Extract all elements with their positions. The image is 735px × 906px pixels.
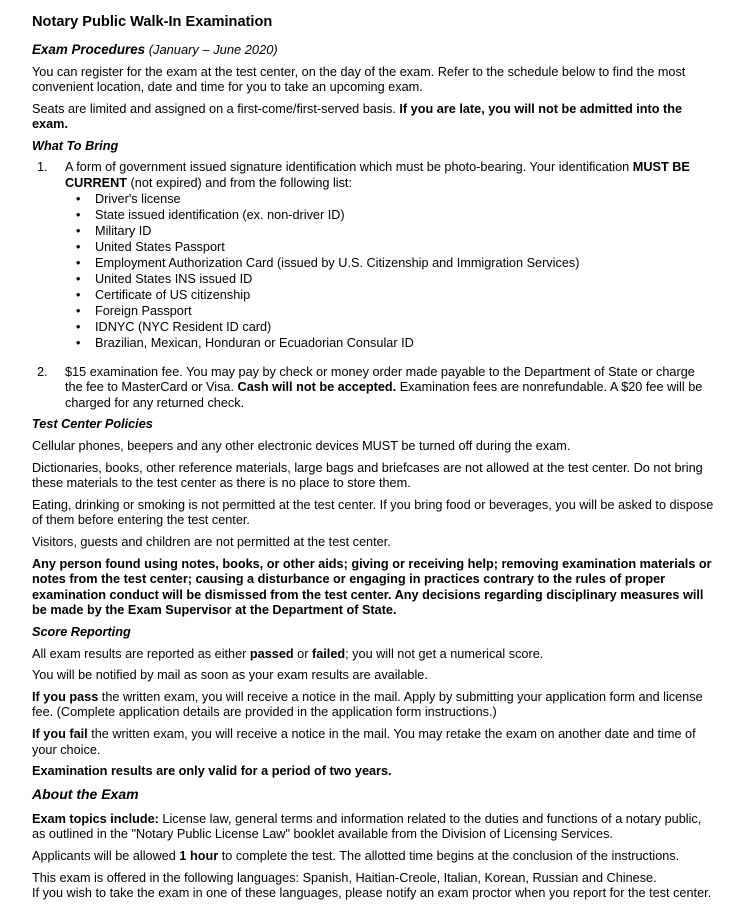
languages-line-2: If you wish to take the exam in one of these languages, please notify an exam proctor when you report for the test center. — [32, 886, 712, 901]
identification-item-text — [65, 160, 715, 191]
results-text-2: or — [293, 646, 312, 661]
id-option: Brazilian, Mexican, Honduran or Ecuadorian Consular ID — [95, 336, 414, 351]
must-be-current-text: MUST BE CURRENT — [65, 160, 690, 190]
results-text-3: ; you will not get a numerical score. — [345, 646, 544, 661]
bullet-icon: • — [76, 192, 81, 207]
list-item — [65, 223, 715, 239]
section-heading-score-reporting: Score Reporting — [32, 624, 131, 639]
bullet-icon: • — [76, 304, 81, 319]
seats-late-warning: If you are late, you will not be admitted into the exam. — [32, 101, 683, 131]
section-heading-about-the-exam: About the Exam — [32, 786, 139, 803]
one-hour-text: 1 hour — [179, 849, 219, 864]
document-body — [32, 13, 715, 902]
id-option: Driver's license — [95, 192, 181, 207]
list-marker-1: 1. — [37, 160, 48, 175]
paragraph-notified: You will be notified by mail as soon as your exam results are available. — [32, 668, 428, 683]
list-item — [65, 319, 715, 335]
fail-text: the written exam, you will receive a notice in the mail. You may retake the exam on another date and time of your choice. — [32, 727, 696, 757]
passed-text: passed — [249, 646, 294, 661]
identification-item-content — [65, 160, 715, 351]
paragraph-materials: Dictionaries, books, other reference materials, large bags and briefcases are not allowed at the test center. Do not bring these materials to the test center as there is no place to store them. — [32, 461, 703, 491]
section-heading-what-to-bring: What To Bring — [32, 138, 119, 153]
identification-text-2: (not expired) and from the following list: — [127, 175, 352, 190]
exam-procedures-period: (January – June 2020) — [145, 42, 278, 57]
bullet-icon: • — [76, 208, 81, 223]
id-option: Military ID — [95, 224, 152, 239]
list-item — [65, 191, 715, 207]
list-item — [65, 239, 715, 255]
paragraph-phones: Cellular phones, beepers and any other electronic devices MUST be turned off during the exam. — [32, 439, 571, 454]
cash-not-accepted-text: Cash will not be accepted. — [237, 380, 397, 395]
bullet-icon: • — [76, 272, 81, 287]
id-option: IDNYC (NYC Resident ID card) — [95, 320, 272, 335]
list-item — [65, 303, 715, 319]
if-you-fail-text: If you fail — [32, 727, 88, 742]
paragraph-visitors: Visitors, guests and children are not permitted at the test center. — [32, 535, 391, 550]
bullet-icon: • — [76, 256, 81, 271]
paragraph-dismissal-warning: Any person found using notes, books, or other aids; giving or receiving help; removing examination materials or notes from the test center; causing a disturbance or engaging in practices contrary to the rules of proper examination conduct will be dismissed from the test center. Any decisions regarding disciplinary measures will be made by the Exam Supervisor at the Department of State. — [32, 557, 712, 617]
bullet-icon: • — [76, 320, 81, 335]
results-text-1: All exam results are reported as either — [32, 646, 250, 661]
id-option: Foreign Passport — [95, 304, 192, 319]
identification-list — [65, 191, 715, 351]
paragraph-exam-topics — [32, 812, 715, 843]
paragraph-time-allowed — [32, 849, 715, 864]
paragraph-eating: Eating, drinking or smoking is not permitted at the test center. If you bring food or beverages, you will be asked to dispose of them before entering the test center. — [32, 498, 714, 528]
paragraph-results — [32, 647, 715, 662]
paragraph-validity: Examination results are only valid for a period of two years. — [32, 764, 392, 779]
exam-procedures-heading-text: Exam Procedures — [32, 42, 146, 57]
exam-topics-label: Exam topics include: — [32, 812, 159, 827]
bullet-icon: • — [76, 240, 81, 255]
list-item — [65, 335, 715, 351]
fee-text-1: $15 examination fee. You may pay by check or money order made payable to the Department of State or charge the fee to MasterCard or Visa. — [65, 365, 695, 395]
bullet-icon: • — [76, 336, 81, 351]
list-marker-2: 2. — [37, 365, 48, 380]
languages-line-1: This exam is offered in the following languages: Spanish, Haitian-Creole, Italian, Korean, Russian and Chinese. — [32, 871, 657, 885]
list-item — [65, 287, 715, 303]
time-text-2: to complete the test. The allotted time begins at the conclusion of the instructions. — [218, 849, 680, 864]
id-option: Employment Authorization Card (issued by U.S. Citizenship and Immigration Services) — [95, 256, 580, 271]
bullet-icon: • — [76, 224, 81, 239]
paragraph-languages — [32, 871, 715, 902]
exam-topics-text: License law, general terms and information related to the duties and functions of a notary public, as outlined in the "Notary Public License Law" booklet available from the Division of Licensing Services. — [32, 812, 702, 842]
failed-text: failed — [311, 646, 346, 661]
list-item — [65, 271, 715, 287]
section-heading-exam-procedures — [32, 41, 715, 58]
time-text-1: Applicants will be allowed — [32, 849, 180, 864]
bullet-icon: • — [76, 288, 81, 303]
identification-text-1: A form of government issued signature identification which must be photo-bearing. Your identification — [65, 160, 633, 175]
paragraph-if-fail — [32, 727, 715, 758]
paragraph-seats — [32, 102, 715, 133]
list-item-exam-fee — [32, 365, 715, 411]
fee-item-content — [65, 365, 715, 411]
list-item-identification — [32, 160, 715, 351]
list-item — [65, 207, 715, 223]
seats-text: Seats are limited and assigned on a first-come/first-served basis. — [32, 101, 400, 116]
id-option: Certificate of US citizenship — [95, 288, 251, 303]
section-heading-test-center-policies: Test Center Policies — [32, 417, 153, 432]
list-item — [65, 255, 715, 271]
id-option: United States Passport — [95, 240, 225, 255]
if-you-pass-text: If you pass — [32, 690, 99, 705]
pass-text: the written exam, you will receive a notice in the mail. Apply by submitting your application form and license fee. (Complete application details are provided in the application form instructions.) — [32, 690, 703, 720]
fee-text-2: Examination fees are nonrefundable. A $20 fee will be charged for any returned check. — [65, 380, 703, 410]
page-title: Notary Public Walk-In Examination — [32, 14, 273, 30]
id-option: United States INS issued ID — [95, 272, 253, 287]
paragraph-if-pass — [32, 690, 715, 721]
paragraph-register: You can register for the exam at the test center, on the day of the exam. Refer to the schedule below to find the most convenient location, date and time for you to take an upcoming exam. — [32, 64, 686, 94]
id-option: State issued identification (ex. non-driver ID) — [95, 208, 345, 223]
